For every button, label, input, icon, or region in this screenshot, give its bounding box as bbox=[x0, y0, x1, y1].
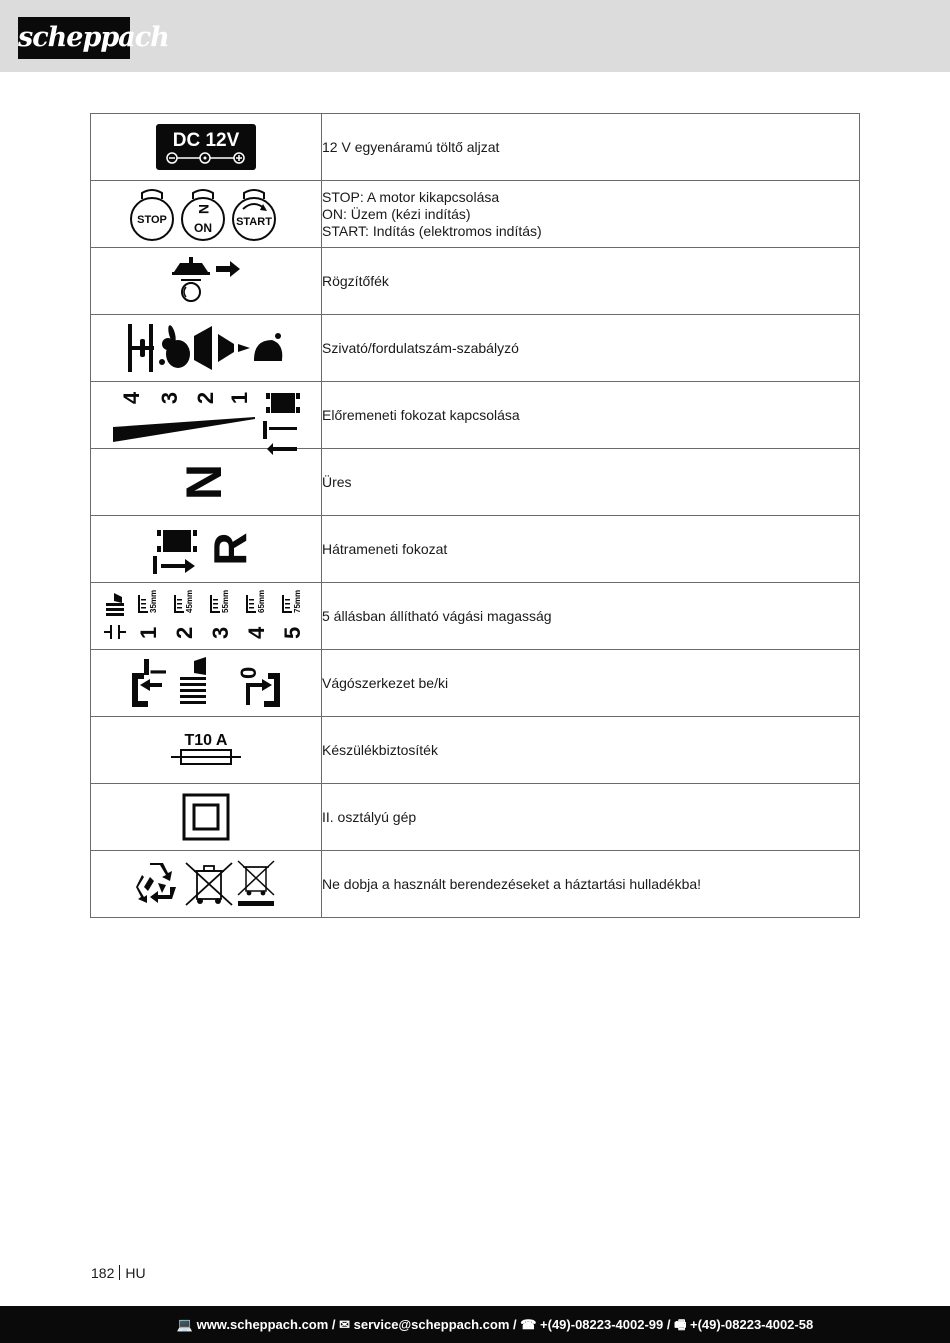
svg-text:4: 4 bbox=[244, 626, 269, 639]
symbol-table bbox=[90, 113, 860, 918]
svg-text:35mm: 35mm bbox=[149, 589, 158, 613]
svg-text:STOP: STOP bbox=[137, 214, 167, 226]
row-description: Vágószerkezet be/ki bbox=[322, 674, 449, 691]
row-description: Hátrameneti fokozat bbox=[322, 540, 448, 557]
scheppach-logo: scheppach bbox=[18, 17, 130, 59]
parking-brake-icon bbox=[170, 256, 242, 306]
svg-text:0: 0 bbox=[236, 666, 261, 679]
neutral-icon bbox=[176, 457, 232, 507]
svg-text:1: 1 bbox=[136, 626, 161, 639]
svg-text:1: 1 bbox=[227, 391, 252, 405]
row-description: START: Indítás (elektromos indítás) bbox=[322, 222, 542, 239]
row-description: Rögzítőfék bbox=[322, 272, 389, 289]
svg-text:3: 3 bbox=[157, 391, 182, 405]
blade-engage-icon bbox=[130, 655, 282, 711]
table-row bbox=[91, 181, 860, 248]
cutting-height-icon bbox=[104, 591, 308, 641]
svg-text:T10 A: T10 A bbox=[184, 732, 228, 749]
contact-bar bbox=[0, 1306, 950, 1343]
svg-text:N: N bbox=[176, 463, 232, 501]
svg-text:75mm: 75mm bbox=[293, 589, 302, 613]
svg-text:65mm: 65mm bbox=[257, 589, 266, 613]
row-description: 12 V egyenáramú töltő aljzat bbox=[322, 138, 500, 155]
svg-text:ON: ON bbox=[194, 221, 212, 235]
row-description: Ne dobja a használt berendezéseket a háztartási hulladékba! bbox=[322, 875, 702, 892]
row-description: ON: Üzem (kézi indítás) bbox=[322, 205, 471, 222]
table-row bbox=[91, 248, 860, 315]
language-code: HU bbox=[125, 1265, 146, 1281]
ignition-switch-icon bbox=[130, 185, 282, 243]
table-row bbox=[91, 851, 860, 918]
contact-info: 💻 www.scheppach.com / ✉ service@scheppach.com / ☎ +(49)-08223-4002-99 / 🖷 +(49)-08223-4002-58 bbox=[176, 1317, 814, 1332]
row-description: II. osztályú gép bbox=[322, 808, 417, 825]
svg-text:R: R bbox=[204, 532, 256, 566]
table-row bbox=[91, 650, 860, 717]
svg-text:2: 2 bbox=[193, 391, 218, 405]
svg-text:2: 2 bbox=[172, 626, 197, 639]
svg-text:I: I bbox=[146, 668, 171, 675]
class-ii-icon bbox=[182, 793, 230, 841]
svg-text:DC 12V: DC 12V bbox=[172, 130, 240, 151]
table-row bbox=[91, 516, 860, 583]
svg-text:5: 5 bbox=[280, 626, 305, 639]
table-row bbox=[91, 114, 860, 181]
row-description: Készülékbiztosíték bbox=[322, 741, 438, 758]
svg-text:45mm: 45mm bbox=[185, 589, 194, 613]
svg-text:N: N bbox=[196, 203, 212, 215]
svg-text:55mm: 55mm bbox=[221, 589, 230, 613]
table-row bbox=[91, 315, 860, 382]
table-row bbox=[91, 717, 860, 784]
fuse-icon bbox=[169, 729, 243, 771]
row-description: Előremeneti fokozat kapcsolása bbox=[322, 406, 520, 423]
svg-text:3: 3 bbox=[208, 626, 233, 639]
page-header bbox=[0, 0, 950, 72]
recycling-disposal-icon bbox=[136, 859, 276, 909]
dc-12v-socket-icon bbox=[155, 123, 257, 171]
page-number: 182 bbox=[91, 1265, 115, 1281]
reverse-gear-icon bbox=[151, 522, 261, 576]
row-description: Szivató/fordulatszám-szabályzó bbox=[322, 339, 519, 356]
throttle-choke-icon bbox=[126, 322, 286, 374]
table-row bbox=[91, 784, 860, 851]
table-row bbox=[91, 449, 860, 516]
page-footer bbox=[91, 1265, 146, 1281]
row-description: Üres bbox=[322, 473, 352, 490]
svg-text:4: 4 bbox=[119, 391, 144, 405]
forward-gear-icon bbox=[111, 387, 301, 443]
svg-text:START: START bbox=[236, 216, 272, 228]
footer-divider bbox=[119, 1265, 120, 1280]
table-row bbox=[91, 382, 860, 449]
row-description: STOP: A motor kikapcsolása bbox=[322, 188, 500, 205]
table-row bbox=[91, 583, 860, 650]
row-description: 5 állásban állítható vágási magasság bbox=[322, 607, 552, 624]
